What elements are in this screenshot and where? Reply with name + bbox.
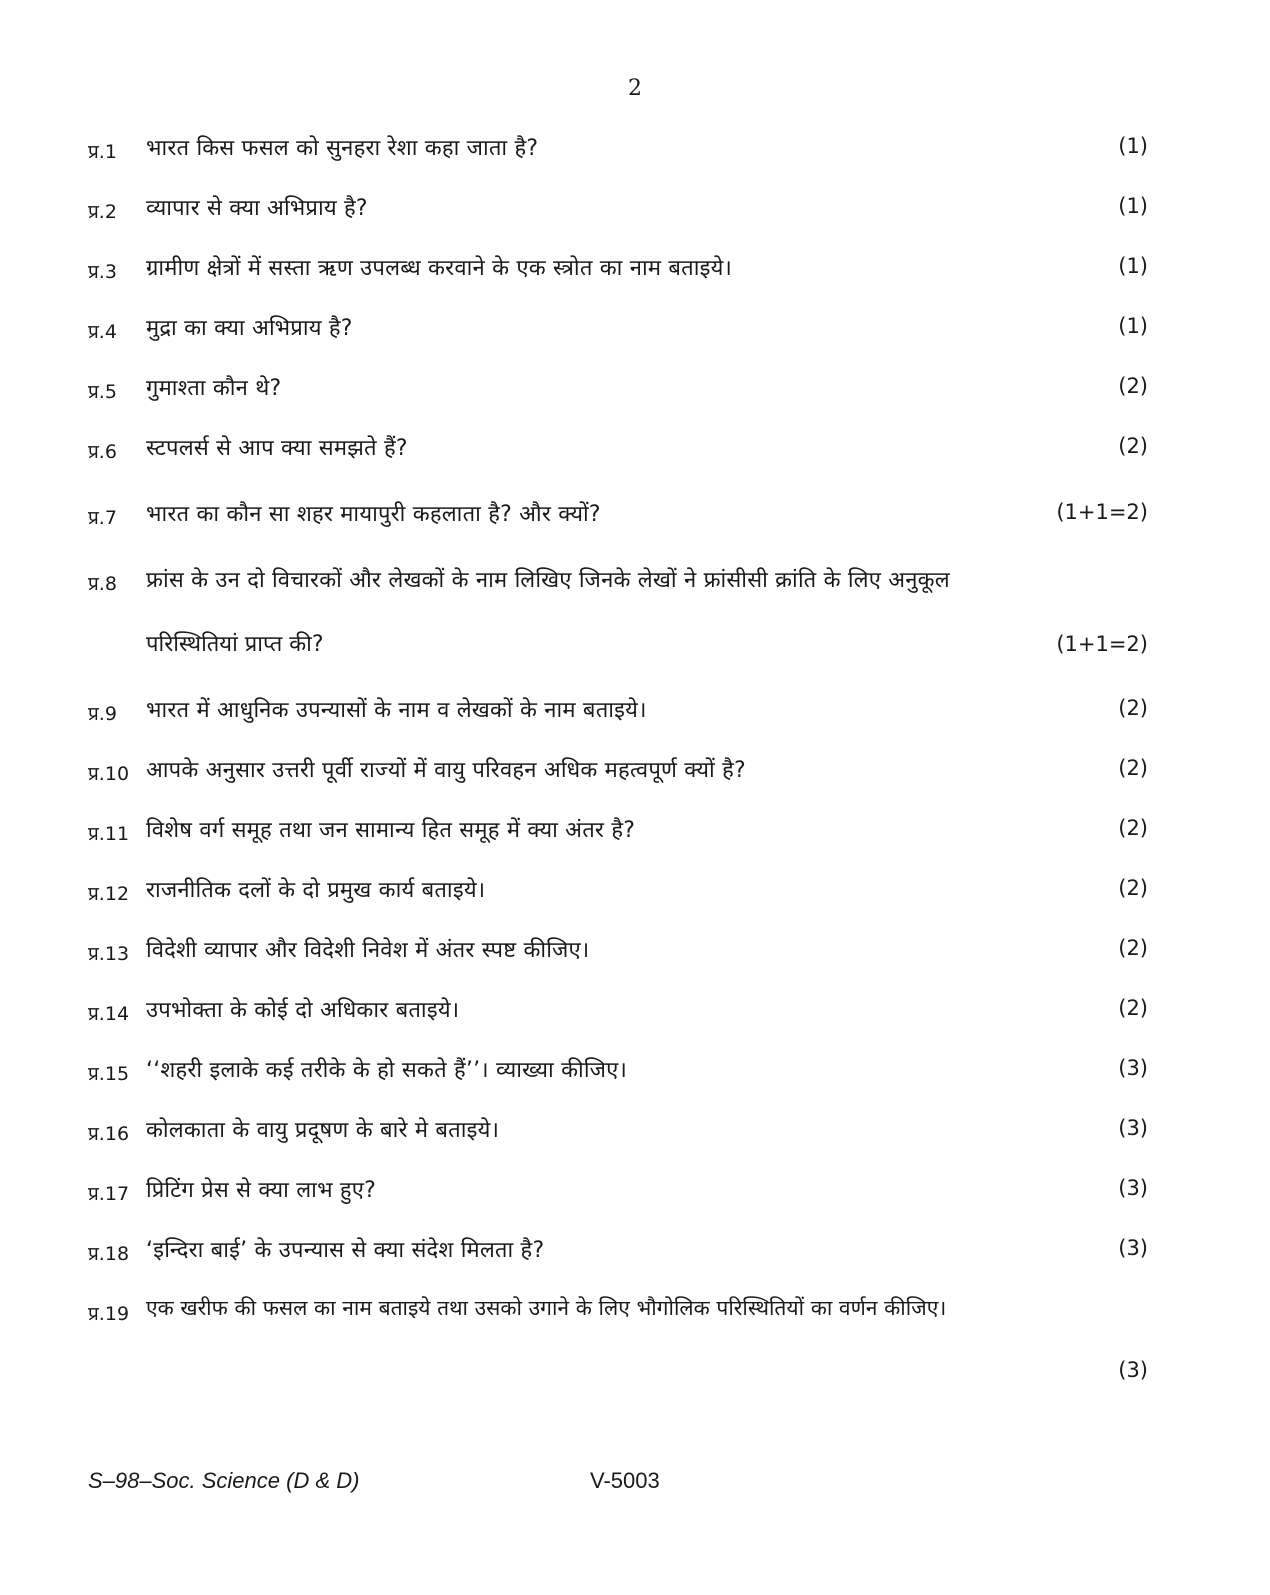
question-item [0,1112,1270,1152]
question-item [0,692,1270,732]
question-marks: (2) [1118,374,1148,398]
question-marks: (2) [1118,696,1148,720]
question-number: प्र.11 [88,823,130,845]
question-number: प्र.7 [88,507,117,529]
question-text: फ्रांस के उन दो विचारकों और लेखकों के नाम लिखिए जिनके लेखों ने फ्रांसीसी क्रांति के लिए अनुकूल [146,568,950,593]
question-item [0,250,1270,290]
question-number: प्र.17 [88,1183,130,1205]
question-text: भारत में आधुनिक उपन्यासों के नाम व लेखकों के नाम बताइये। [146,698,647,723]
question-text: भारत का कौन सा शहर मायापुरी कहलाता है? और क्यों? [146,502,601,527]
question-text: एक खरीफ की फसल का नाम बताइये तथा उसको उगाने के लिए भौगोलिक परिस्थितियों का वर्णन कीजिए। [146,1296,947,1320]
question-number: प्र.8 [88,573,117,595]
question-marks: (3) [1118,1236,1148,1260]
question-item [0,1052,1270,1092]
question-marks: (1+1=2) [1056,632,1148,656]
question-number: प्र.10 [88,763,130,785]
question-number: प्र.14 [88,1003,130,1025]
question-text: मुद्रा का क्या अभिप्राय है? [146,316,353,341]
question-item [0,932,1270,972]
question-number: प्र.18 [88,1243,130,1265]
question-text-continuation: परिस्थितियां प्राप्त की? [146,632,324,657]
question-item [0,812,1270,852]
question-marks: (3) [1118,1176,1148,1200]
question-text: कोलकाता के वायु प्रदूषण के बारे मे बताइये। [146,1118,500,1143]
question-text: आपके अनुसार उत्तरी पूर्वी राज्यों में वायु परिवहन अधिक महत्वपूर्ण क्यों है? [146,758,746,783]
question-item [0,992,1270,1032]
question-text: उपभोक्ता के कोई दो अधिकार बताइये। [146,998,460,1023]
question-text: व्यापार से क्या अभिप्राय है? [146,196,368,221]
question-text: ग्रामीण क्षेत्रों में सस्ता ऋण उपलब्ध करवाने के एक स्त्रोत का नाम बताइये। [146,256,733,281]
question-marks: (1) [1118,194,1148,218]
question-number: प्र.2 [88,201,117,223]
question-text: प्रिटिंग प्रेस से क्या लाभ हुए? [146,1178,377,1203]
question-marks: (2) [1118,996,1148,1020]
question-marks: (3) [1118,1116,1148,1140]
question-item [0,562,1270,602]
question-text: भारत किस फसल को सुनहरा रेशा कहा जाता है? [146,136,539,161]
question-text: विशेष वर्ग समूह तथा जन सामान्य हित समूह में क्या अंतर है? [146,818,636,843]
question-marks: (2) [1118,756,1148,780]
question-marks: (2) [1118,936,1148,960]
question-text: विदेशी व्यापार और विदेशी निवेश में अंतर स्पष्ट कीजिए। [146,938,590,963]
question-number: प्र.4 [88,321,117,343]
question-number: प्र.3 [88,261,117,283]
question-item [0,1172,1270,1212]
question-item [0,430,1270,470]
question-item [0,310,1270,350]
question-number: प्र.1 [88,141,117,163]
page-number: 2 [628,76,642,101]
question-marks: (1) [1118,254,1148,278]
question-text: गुमाश्ता कौन थे? [146,376,282,401]
question-item [0,1292,1270,1332]
question-marks: (2) [1118,434,1148,458]
question-number: प्र.5 [88,381,117,403]
question-item [0,130,1270,170]
question-item [0,190,1270,230]
question-text: स्टपलर्स से आप क्या समझते हैं? [146,436,408,461]
question-marks: (2) [1118,816,1148,840]
question-item [0,752,1270,792]
question-marks: (1+1=2) [1056,500,1148,524]
question-item [0,370,1270,410]
question-number: प्र.19 [88,1303,130,1325]
question-text: राजनीतिक दलों के दो प्रमुख कार्य बताइये। [146,878,486,903]
question-marks: (1) [1118,134,1148,158]
question-number: प्र.12 [88,883,130,905]
question-marks: (3) [1118,1358,1148,1382]
footer-series-code: V-5003 [590,1468,660,1493]
question-item [0,496,1270,536]
question-text: ‘इन्दिरा बाई’ के उपन्यास से क्या संदेश मिलता है? [146,1238,545,1263]
question-item [0,1232,1270,1272]
question-marks: (3) [1118,1056,1148,1080]
question-number: प्र.6 [88,441,117,463]
question-item [0,872,1270,912]
question-marks: (1) [1118,314,1148,338]
question-marks: (2) [1118,876,1148,900]
question-number: प्र.13 [88,943,130,965]
question-number: प्र.16 [88,1123,130,1145]
question-number: प्र.9 [88,703,117,725]
footer-paper-code: S–98–Soc. Science (D & D) [88,1468,360,1493]
question-text: ‘‘शहरी इलाके कई तरीके के हो सकते हैं’’। व्याख्या कीजिए। [146,1058,628,1083]
question-number: प्र.15 [88,1063,130,1085]
